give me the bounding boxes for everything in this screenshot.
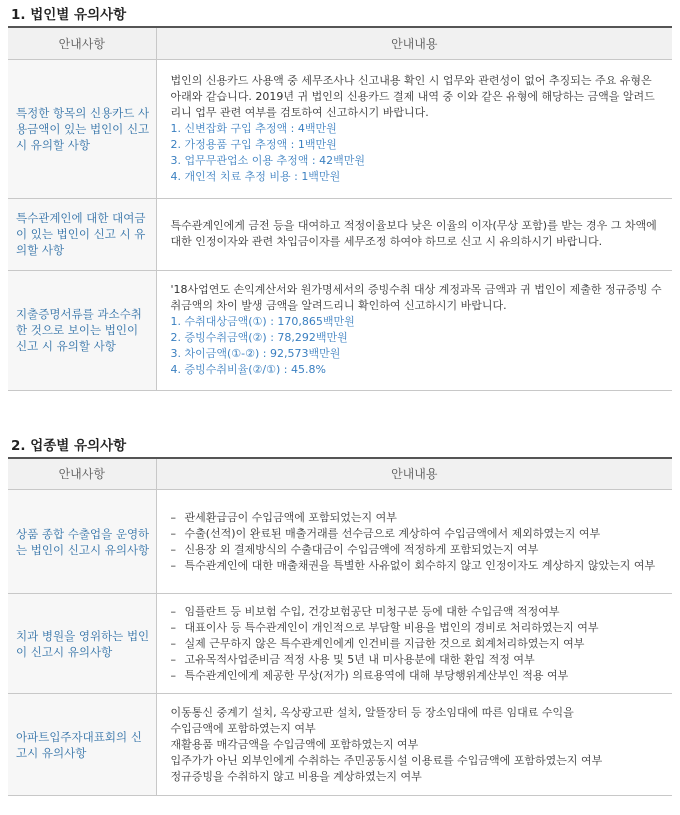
table-row xyxy=(8,594,672,694)
list-item: 정규증빙을 수취하지 않고 비용을 계상하였는지 여부 xyxy=(170,769,422,783)
section2-header-guide: 안내사항 xyxy=(8,458,156,490)
row-content xyxy=(156,594,672,694)
row-text: 특수관계인에게 금전 등을 대여하고 적정이율보다 낮은 이율의 이자(무상 포함)를 받는 경우 그 차액에 대한 인정이자와 관련 차입금이자를 세무조정 하여야 하므로 신고 시 유의하시기 바랍니다. xyxy=(170,219,657,248)
section2-title: 2. 업종별 유의사항 xyxy=(11,437,127,454)
list-item: 4. 개인적 치료 추정 비용 : 1백만원 xyxy=(170,169,341,183)
list-item: – 실제 근무하지 않은 특수관계인에게 인건비를 지급한 것으로 회계처리하였는지 여부 xyxy=(171,636,665,652)
list-item: – 고유목적사업준비금 적정 사용 및 5년 내 미사용분에 대한 환입 적정 여부 xyxy=(171,652,665,668)
list-item: 3. 차이금액(①-②) : 92,573백만원 xyxy=(170,347,341,360)
row-text: '18사업연도 손익계산서와 원가명세서의 증빙수취 대상 계정과목 금액과 귀 법인이 제출한 정규증빙 수취금액의 차이 발생 금액을 알려드리니 확인하여 신고하시기 바랍니다. xyxy=(170,283,662,312)
list-item: – 임플란트 등 비보험 수입, 건강보험공단 미청구분 등에 대한 수입금액 적정여부 xyxy=(171,604,665,620)
section2-header-content: 안내내용 xyxy=(156,458,672,490)
list-item: – 대표이사 등 특수관계인이 개인적으로 부담할 비용을 법인의 경비로 처리하였는지 여부 xyxy=(171,620,665,636)
section1-header-row xyxy=(8,27,672,59)
list-item: 수입금액에 포함하였는지 여부 xyxy=(170,721,316,735)
section1-header-guide: 안내사항 xyxy=(8,27,156,59)
table-row xyxy=(8,59,672,198)
table-row xyxy=(8,270,672,390)
list-item: – 특수관계인에게 제공한 무상(저가) 의료용역에 대해 부당행위계산부인 적용 여부 xyxy=(171,668,665,684)
row-label: 지출증명서류를 과소수취 한 것으로 보이는 법인이 신고 시 유의할 사항 xyxy=(8,270,156,390)
row-content xyxy=(156,59,672,198)
list-item: – 신용장 외 결제방식의 수출대금이 수입금액에 적정하게 포함되었는지 여부 xyxy=(171,542,665,558)
bullet-list xyxy=(171,604,665,684)
section1-header-content: 안내내용 xyxy=(156,27,672,59)
list-item: 3. 업무무관업소 이용 추정액 : 42백만원 xyxy=(170,153,365,167)
row-content xyxy=(156,490,672,594)
row-label: 특정한 항목의 신용카드 사용금액이 있는 법인이 신고 시 유의할 사항 xyxy=(8,59,156,198)
bullet-list xyxy=(171,510,665,574)
table-row xyxy=(8,198,672,270)
row-label: 상품 종합 수출업을 운영하는 법인이 신고시 유의사항 xyxy=(8,490,156,594)
list-item: 재활용품 매각금액을 수입금액에 포함하였는지 여부 xyxy=(170,737,419,751)
row-content xyxy=(156,270,672,390)
table-row xyxy=(8,694,672,796)
table-row xyxy=(8,490,672,594)
row-label: 특수관계인에 대한 대여금이 있는 법인이 신고 시 유의할 사항 xyxy=(8,198,156,270)
list-item: – 수출(선적)이 완료된 매출거래를 선수금으로 계상하여 수입금액에서 제외하였는지 여부 xyxy=(171,526,665,542)
row-text: 법인의 신용카드 사용액 중 세무조사나 신고내용 확인 시 업무와 관련성이 없어 추징되는 주요 유형은 아래와 같습니다. 2019년 귀 법인의 신용카드 결제 내역 중 이와 같은 유형에 해당하는 금액을 알려드리니 업무 관련 여부를 검토하여 신고하시기 바랍니다. xyxy=(170,73,655,119)
row-label: 치과 병원을 영위하는 법인이 신고시 유의사항 xyxy=(8,594,156,694)
list-item: 입주가가 아닌 외부인에게 수취하는 주민공동시설 이용료를 수입금액에 포함하였는지 여부 xyxy=(170,753,603,767)
list-item: 2. 증빙수취금액(②) : 78,292백만원 xyxy=(170,331,348,344)
list-item: 2. 가정용품 구입 추정액 : 1백만원 xyxy=(170,137,337,151)
page xyxy=(0,4,680,815)
row-content xyxy=(156,198,672,270)
list-item: 1. 수취대상금액(①) : 170,865백만원 xyxy=(170,315,355,328)
list-item: 4. 증빙수취비율(②/①) : 45.8% xyxy=(170,363,326,376)
section2-header-row xyxy=(8,458,672,490)
list-item: – 관세환급금이 수입금액에 포함되었는지 여부 xyxy=(171,510,665,526)
section1-title: 1. 법인별 유의사항 xyxy=(11,7,127,23)
list-item: 이동통신 중계기 설치, 옥상광고판 설치, 알뜰장터 등 장소임대에 따른 임대료 수익을 xyxy=(170,705,574,719)
row-content xyxy=(156,694,672,796)
section2-table xyxy=(8,457,672,797)
list-item: 1. 신변잡화 구입 추정액 : 4백만원 xyxy=(170,121,337,135)
row-label: 아파트입주자대표회의 신고시 유의사항 xyxy=(8,694,156,796)
list-item: – 특수관계인에 대한 매출채권을 특별한 사유없이 회수하지 않고 인정이자도 계상하지 않았는지 여부 xyxy=(171,558,665,574)
section1-table xyxy=(8,26,672,391)
